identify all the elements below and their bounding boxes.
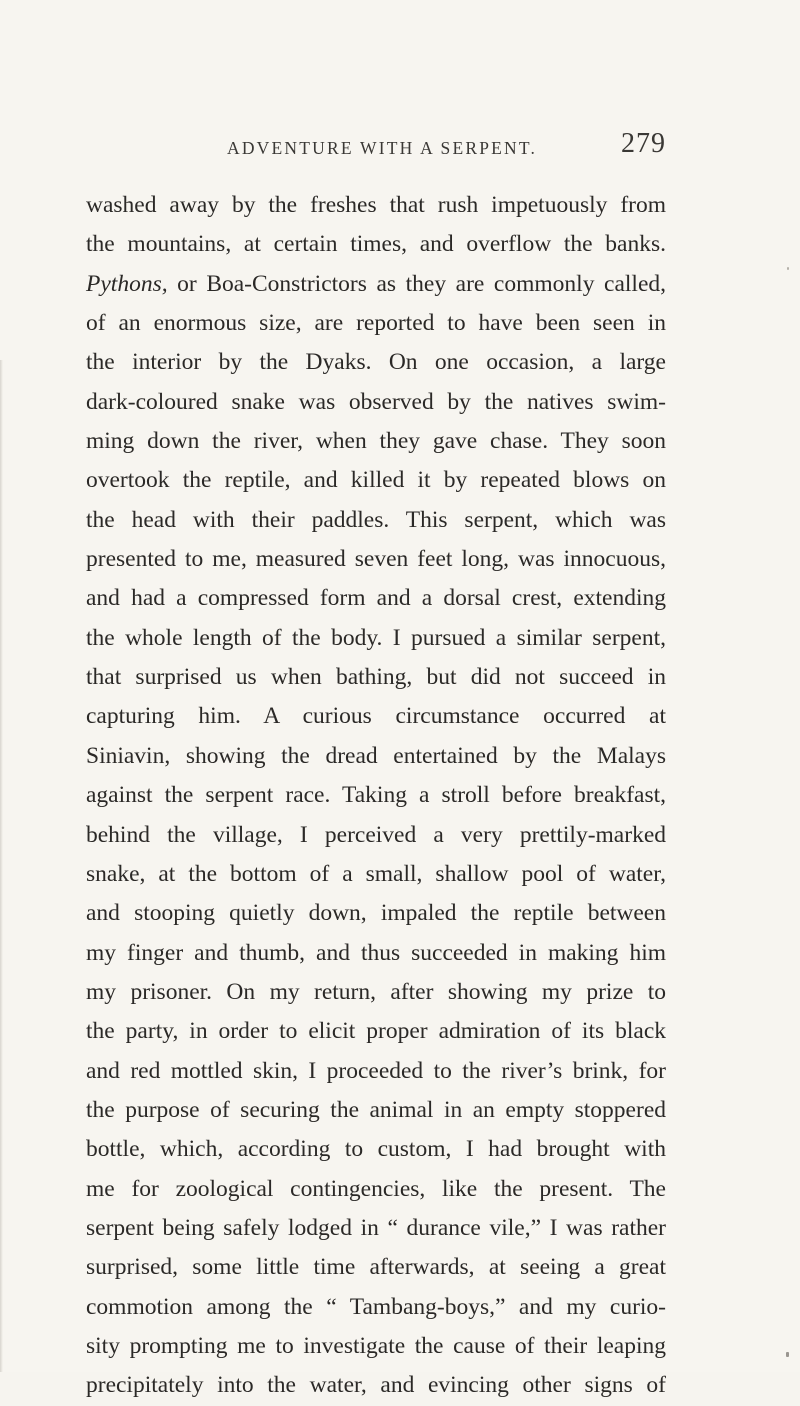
body-text (86, 186, 666, 1406)
text-line: behind the village, I perceived a very prettily-marked (86, 821, 666, 848)
text-line: that surprised us when bathing, but did not succeed in (86, 664, 666, 691)
text-line: the party, in order to elicit proper admiration of its black (86, 1018, 666, 1045)
text-line: Siniavin, showing the dread entertained by the Malays (86, 742, 666, 769)
text-line: the interior by the Dyaks. On one occasion, a large (86, 349, 666, 376)
text-line: overtook the reptile, and killed it by repeated blows on (86, 467, 666, 494)
page-header (86, 128, 666, 168)
running-head: ADVENTURE WITH A SERPENT. (227, 138, 538, 158)
text-line: surprised, some little time afterwards, at seeing a great (86, 1254, 666, 1281)
text-line: commotion among the “ Tambang-boys,” and my curio- (86, 1293, 666, 1320)
text-line: against the serpent race. Taking a stroll before breakfast, (86, 782, 666, 809)
text-line: dark-coloured snake was observed by the natives swim- (86, 388, 666, 415)
text-line: capturing him. A curious circumstance occurred at (86, 703, 666, 730)
text-line: washed away by the freshes that rush impetuously from (86, 192, 666, 218)
text-line: and stooping quietly down, impaled the reptile between (86, 900, 666, 927)
text-line: bottle, which, according to custom, I had brought with (86, 1136, 666, 1163)
italic-term: Pythons, (86, 270, 168, 297)
text-line: and red mottled skin, I proceeded to the river’s brink, for (86, 1057, 666, 1084)
text-line: my prisoner. On my return, after showing my prize to (86, 978, 666, 1005)
paper-speck (787, 267, 789, 270)
page-edge-shadow (0, 360, 3, 1372)
text-line: sity prompting me to investigate the cause of their leaping (86, 1332, 666, 1359)
paper-speck (786, 1352, 789, 1357)
page-number: 279 (621, 128, 666, 159)
text-line-rest: or Boa-Constrictors as they are commonly called, (177, 270, 666, 297)
text-line: the whole length of the body. I pursued a similar serpent, (86, 624, 666, 651)
text-line: snake, at the bottom of a small, shallow pool of water, (86, 860, 666, 887)
text-line: and had a compressed form and a dorsal crest, extending (86, 585, 666, 612)
text-line: ming down the river, when they gave chase. They soon (86, 428, 666, 455)
text-line: the head with their paddles. This serpent, which was (86, 506, 666, 533)
text-line: serpent being safely lodged in “ durance vile,” I was rather (86, 1214, 666, 1241)
text-line: presented to me, measured seven feet long, was innocuous, (86, 546, 666, 573)
text-line: the mountains, at certain times, and overflow the banks. (86, 231, 666, 258)
text-line: my finger and thumb, and thus succeeded in making him (86, 939, 666, 966)
text-line: of an enormous size, are reported to have been seen in (86, 310, 666, 337)
text-line (86, 265, 666, 304)
text-line: the purpose of securing the animal in an empty stoppered (86, 1096, 666, 1123)
text-line: me for zoological contingencies, like the present. The (86, 1175, 666, 1202)
text-line: precipitately into the water, and evincing other signs of (86, 1372, 666, 1399)
